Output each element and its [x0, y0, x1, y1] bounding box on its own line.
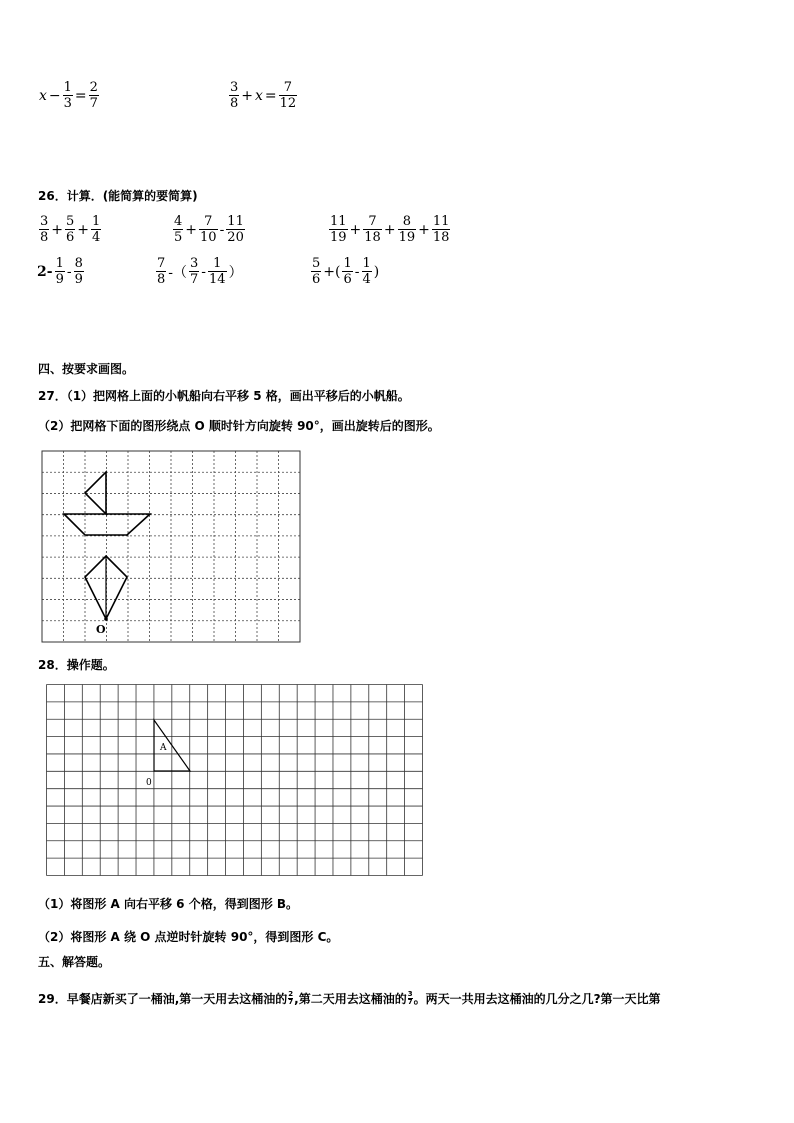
- sailboat-sail: [85, 472, 106, 514]
- q26-expr-3: $\frac{11}{19}$ + $\frac{7}{18}$ + $\frac{8}{19}$ + $\frac{11}{18}$: [330, 214, 450, 245]
- q28-heading: 28．操作题。: [38, 658, 115, 672]
- eq1-rhs: $\frac{2}{7}$: [89, 80, 98, 111]
- eq2-rhs: $\frac{7}{12}$: [279, 80, 297, 111]
- point-o-label: O: [96, 623, 106, 636]
- eq1-op: −: [48, 87, 61, 104]
- q28-sub1: （1）将图形 A 向右平移 6 个格，得到图形 B。: [38, 897, 299, 911]
- eq2-op: +: [241, 87, 254, 104]
- triangle-a-label: A: [160, 743, 167, 753]
- q28-gridlines: [47, 685, 423, 876]
- q26-expr-5: $\frac{7}{8}$ -（ $\frac{3}{7}$ - $\frac{1}{14}$ ）: [157, 256, 243, 287]
- eq2-lhs: $\frac{3}{8}$: [230, 80, 239, 111]
- q26-expr-4: 2- $\frac{1}{9}$ - $\frac{8}{9}$: [37, 256, 83, 287]
- q26-heading: 26．计算．(能简算的要简算): [38, 189, 198, 203]
- section4-title: 四、按要求画图。: [38, 362, 135, 376]
- point-o: [104, 617, 108, 621]
- eq2-equals: =: [264, 87, 277, 104]
- q27-line1: 27．（1）把网格上面的小帆船向右平移 5 格，画出平移后的小帆船。: [38, 389, 410, 403]
- point-o-label-28: 0: [146, 778, 152, 788]
- q27-gridlines: [42, 451, 300, 642]
- eq1-equals: =: [74, 87, 87, 104]
- eq1-var: x: [39, 87, 47, 104]
- sailboat-hull: [64, 514, 150, 535]
- section5-title: 五、解答题。: [38, 955, 111, 969]
- q28-grid-figure[interactable]: [46, 684, 424, 878]
- q26-expr-6: $\frac{5}{6}$ +( $\frac{1}{6}$ - $\frac{1}{4}$ ): [312, 256, 380, 287]
- q27-grid-figure[interactable]: [40, 449, 302, 645]
- q27-line2: （2）把网格下面的图形绕点 O 顺时针方向旋转 90°，画出旋转后的图形。: [38, 419, 440, 433]
- q29-frac-1: $\frac{2}{7}$: [288, 990, 294, 1006]
- eq2-var: x: [255, 87, 263, 104]
- eq1-frac: $\frac{1}{3}$: [63, 80, 72, 111]
- equation-2: [228, 80, 298, 111]
- q26-expr-2: $\frac{4}{5}$ + $\frac{7}{10}$ - $\frac{11}{20}$: [174, 214, 244, 245]
- equation-1: [38, 80, 100, 111]
- q26-expr-1: $\frac{3}{8}$ + $\frac{5}{6}$ + $\frac{1}{4}$: [40, 214, 101, 245]
- q28-sub2: （2）将图形 A 绕 O 点逆时针旋转 90°，得到图形 C。: [38, 930, 339, 944]
- q29-frac-2: $\frac{3}{7}$: [407, 990, 413, 1006]
- q29-text: 29．早餐店新买了一桶油,第一天用去这桶油的 $\frac{2}{7}$ ,第二天用去这桶油的 $\frac{3}{7}$ 。两天一共用去这桶油的几分之几?第一天比第: [38, 990, 661, 1006]
